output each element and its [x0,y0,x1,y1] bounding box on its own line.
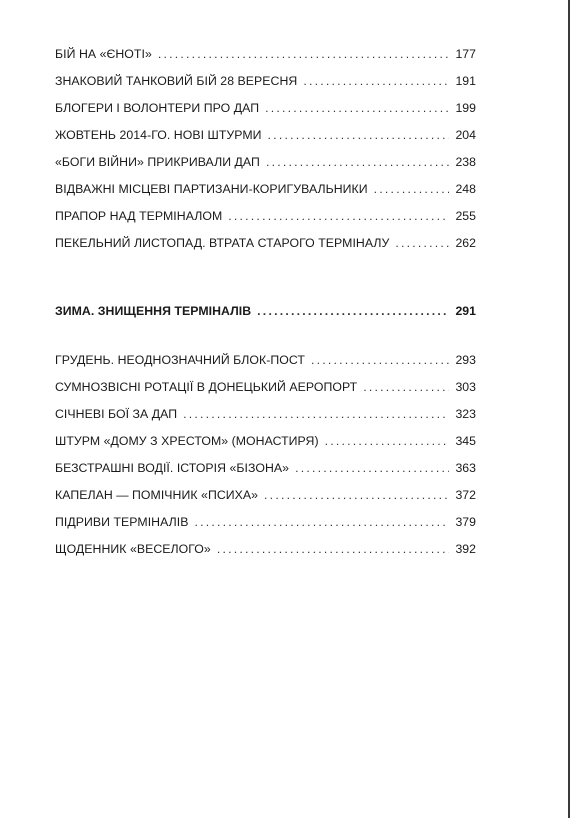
toc-entry-page: 199 [455,101,476,115]
toc-entry-title: ШТУРМ «ДОМУ З ХРЕСТОМ» (МОНАСТИРЯ) [55,434,319,448]
toc-entry-title: ГРУДЕНЬ. НЕОДНОЗНАЧНИЙ БЛОК-ПОСТ [55,353,305,367]
toc-entry-title: БІЙ НА «ЄНОТІ» [55,47,152,61]
toc-group-winter [55,347,476,563]
toc-entry[interactable] [55,176,476,203]
toc-entry-title: ВІДВАЖНІ МІСЦЕВІ ПАРТИЗАНИ-КОРИГУВАЛЬНИКИ [55,182,368,196]
section-title: ЗИМА. ЗНИЩЕННЯ ТЕРМІНАЛІВ [55,304,252,318]
toc-entry[interactable] [55,482,476,509]
toc-leader-dots [363,374,449,401]
toc-leader-dots [303,68,449,95]
toc-entry[interactable] [55,428,476,455]
toc-entry-page: 262 [455,236,476,250]
toc-entry-title: СУМНОЗВІСНІ РОТАЦІЇ В ДОНЕЦЬКИЙ АЕРОПОРТ [55,380,358,394]
toc-entry-title: СІЧНЕВІ БОЇ ЗА ДАП [55,407,178,421]
toc-entry-title: «БОГИ ВІЙНИ» ПРИКРИВАЛИ ДАП [55,155,260,169]
toc-entry-page: 345 [455,434,476,448]
toc-entry[interactable] [55,203,476,230]
toc-leader-dots [268,122,450,149]
toc-entry-page: 372 [455,488,476,502]
toc-entry-page: 191 [455,74,476,88]
toc-leader-dots [395,230,449,257]
toc-entry-title: ПЕКЕЛЬНИЙ ЛИСТОПАД. ВТРАТА СТАРОГО ТЕРМІНАЛУ [55,236,390,250]
toc-leader-dots [228,203,449,230]
toc-entry-page: 323 [455,407,476,421]
toc-leader-dots [266,149,450,176]
toc-entry[interactable] [55,536,476,563]
toc-entry-page: 303 [455,380,476,394]
toc-leader-dots [217,536,450,563]
toc-leader-dots [194,509,449,536]
toc-leader-dots [295,455,449,482]
toc-entry-title: БЕЗСТРАШНІ ВОДІЇ. ІСТОРІЯ «БІЗОНА» [55,461,290,475]
toc-entry-page: 293 [455,353,476,367]
toc-leader-dots [374,176,450,203]
toc-entry-page: 392 [455,542,476,556]
toc-entry-page: 248 [455,182,476,196]
toc-entry-title: ПІДРИВИ ТЕРМІНАЛІВ [55,515,189,529]
toc-leader-dots [264,482,449,509]
toc-entry[interactable] [55,149,476,176]
toc-entry-page: 238 [455,155,476,169]
toc-entry[interactable] [55,347,476,374]
toc-entry-title: КАПЕЛАН — ПОМІЧНИК «ПСИХА» [55,488,259,502]
toc-group-autumn [55,41,476,257]
toc-leader-dots [325,428,450,455]
toc-entry-title: ПРАПОР НАД ТЕРМІНАЛОМ [55,209,223,223]
toc-entry-title: ЖОВТЕНЬ 2014-ГО. НОВІ ШТУРМИ [55,128,262,142]
toc-entry-title: ЩОДЕННИК «ВЕСЕЛОГО» [55,542,211,556]
toc-entry[interactable] [55,41,476,68]
toc-entry[interactable] [55,122,476,149]
toc-entry-page: 379 [455,515,476,529]
toc-entry[interactable] [55,401,476,428]
toc-entry[interactable] [55,509,476,536]
toc-entry-title: ЗНАКОВИЙ ТАНКОВИЙ БІЙ 28 ВЕРЕСНЯ [55,74,298,88]
toc-leader-dots [158,41,450,68]
toc-entry-page: 363 [455,461,476,475]
toc-entry[interactable] [55,68,476,95]
toc-entry[interactable] [55,230,476,257]
toc-entry-title: БЛОГЕРИ І ВОЛОНТЕРИ ПРО ДАП [55,101,260,115]
toc-leader-dots [265,95,449,122]
toc-section-heading[interactable] [55,298,476,325]
toc-entry[interactable] [55,374,476,401]
section-page: 291 [455,304,476,318]
toc-entry[interactable] [55,455,476,482]
toc-entry-page: 204 [455,128,476,142]
toc-entry-page: 177 [455,47,476,61]
toc-entry[interactable] [55,95,476,122]
toc-leader-dots [257,298,449,325]
toc-leader-dots [311,347,449,374]
toc-leader-dots [183,401,449,428]
toc-entry-page: 255 [455,209,476,223]
